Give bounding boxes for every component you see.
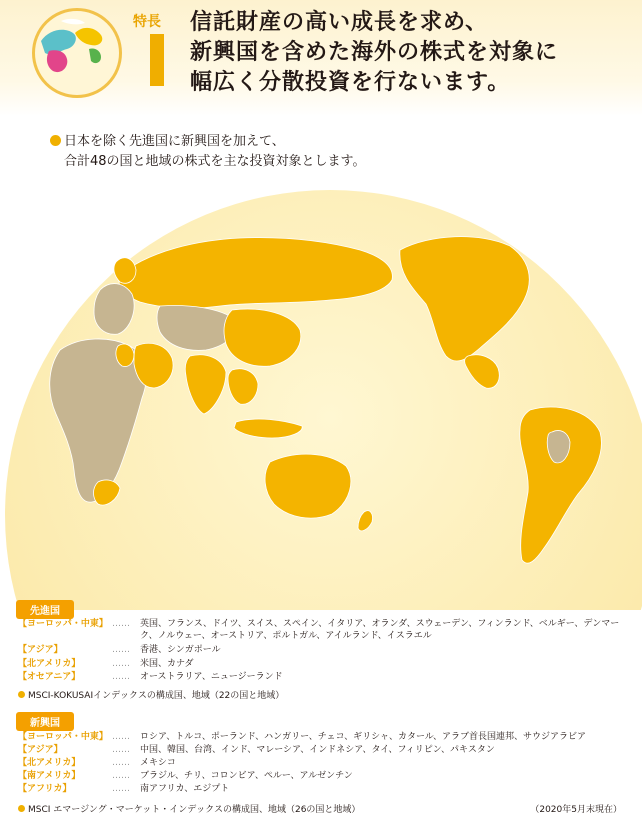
bullet-dot-icon bbox=[18, 805, 25, 812]
lead-line-2: 合計48の国と地域の株式を主な投資対象とします。 bbox=[64, 154, 366, 169]
landmass-egypt bbox=[116, 344, 134, 366]
as-of-date: （2020年5月末現在） bbox=[530, 805, 622, 815]
emerging-row-europe-middle-east: 【ヨーロッパ・中東】 …… ロシア、トルコ、ポーランド、ハンガリー、チェコ、ギリシャ、カタール、アラブ首長国連邦、サウジアラビア bbox=[18, 732, 587, 742]
page-heading bbox=[190, 8, 558, 98]
bullet-dot-icon bbox=[50, 135, 61, 146]
emerging-row-north-america: 【北アメリカ】 …… メキシコ bbox=[18, 758, 176, 768]
world-map bbox=[0, 170, 642, 610]
lead-line-1: 日本を除く先進国に新興国を加えて、 bbox=[64, 134, 285, 149]
developed-row-asia: 【アジア】 …… 香港、シンガポール bbox=[18, 645, 221, 655]
bullet-dot-icon bbox=[18, 691, 25, 698]
feature-label: 特長 bbox=[133, 14, 161, 30]
developed-row-oceania: 【オセアニア】 …… オーストラリア、ニュージーランド bbox=[18, 672, 283, 682]
heading-line-3: 幅広く分散投資を行ないます。 bbox=[190, 70, 511, 95]
developed-row-europe-middle-east: 【ヨーロッパ・中東】 …… 英国、フランス、ドイツ、スイス、スペイン、イタリア、オランダ、スウェーデン、フィンランド、ベルギー、デンマーク、ノルウェー、オーストリア、ポルトガル、アイルランド、イスラエル bbox=[18, 619, 620, 641]
emerging-index-note: MSCI エマージング・マーケット・インデックスの構成国、地域（26の国と地域） bbox=[18, 802, 360, 815]
emerging-row-asia: 【アジア】 …… 中国、韓国、台湾、インド、マレーシア、インドネシア、タイ、フィリピン、パキスタン bbox=[18, 745, 495, 755]
landmass-europe bbox=[94, 284, 134, 335]
heading-line-1: 信託財産の高い成長を求め、 bbox=[190, 10, 489, 35]
developed-row-north-america: 【北アメリカ】 …… 米国、カナダ bbox=[18, 659, 194, 669]
heading-line-2: 新興国を含めた海外の株式を対象に bbox=[190, 40, 559, 65]
emerging-row-africa: 【アフリカ】 …… 南アフリカ、エジプト bbox=[18, 784, 230, 794]
developed-index-note: MSCI-KOKUSAIインデックスの構成国、地域（22の国と地域） bbox=[18, 688, 284, 701]
developed-group-title: 先進国 bbox=[16, 600, 74, 619]
world-map-badge-icon bbox=[32, 8, 122, 98]
emerging-group-title: 新興国 bbox=[16, 712, 74, 731]
emerging-row-south-america: 【南アメリカ】 …… ブラジル、チリ、コロンビア、ペルー、アルゼンチン bbox=[18, 771, 353, 781]
feature-numeral-bar bbox=[150, 34, 164, 86]
feature-header bbox=[0, 0, 642, 116]
lead-text bbox=[50, 132, 366, 172]
